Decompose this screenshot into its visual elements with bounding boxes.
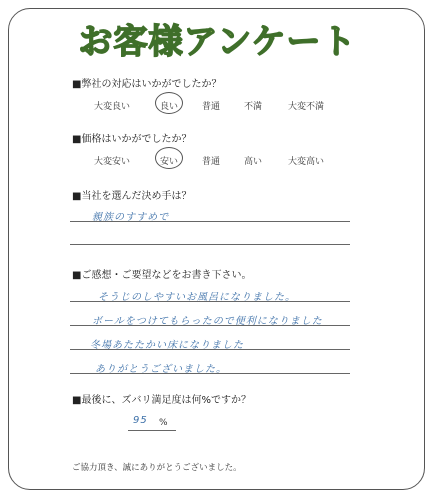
answer-line	[70, 221, 350, 222]
question-service: ■弊社の対応はいかがでしたか？	[72, 79, 222, 90]
question-comments: ■ご感想・ご要望などをお書き下さい。	[72, 270, 252, 281]
answer-line	[70, 373, 350, 374]
comment-line: ボールをつけてもらったので便利になりました	[92, 316, 323, 327]
service-option-normal[interactable]: 普通	[202, 102, 221, 112]
price-selected-circle	[155, 147, 183, 169]
price-option-normal[interactable]: 普通	[202, 157, 221, 167]
question-price: ■価格はいかがでしたか？	[72, 134, 192, 145]
deciding-factor-answer: 親族のすすめで	[92, 212, 170, 223]
price-option-very-cheap[interactable]: 大変安い	[94, 157, 131, 167]
satisfaction-value[interactable]: 95	[133, 415, 148, 426]
price-option-very-expensive[interactable]: 大変高い	[288, 157, 325, 167]
answer-line	[70, 244, 350, 245]
service-selected-circle	[155, 92, 183, 114]
comment-line: そうじのしやすいお風呂になりました。	[98, 292, 296, 303]
answer-line	[70, 325, 350, 326]
survey-title: お客様アンケート	[78, 22, 357, 62]
service-option-good[interactable]: 良い	[160, 102, 179, 112]
answer-line	[70, 349, 350, 350]
question-satisfaction: ■最後に、ズバリ満足度は何%ですか？	[72, 395, 251, 406]
service-option-dissatisfied[interactable]: 不満	[244, 102, 263, 112]
percent-unit: %	[159, 418, 168, 428]
question-deciding-factor: ■当社を選んだ決め手は？	[72, 191, 192, 202]
answer-line	[70, 301, 350, 302]
thank-you-footer: ご協力頂き、誠にありがとうございました。	[72, 463, 242, 473]
price-option-cheap[interactable]: 安い	[160, 157, 179, 167]
comment-line: 冬場あたたかい床になりました	[90, 340, 244, 351]
satisfaction-line	[128, 430, 176, 431]
price-option-expensive[interactable]: 高い	[244, 157, 263, 167]
comment-line: ありがとうございました。	[95, 364, 227, 375]
service-option-very-dissatisfied[interactable]: 大変不満	[288, 102, 325, 112]
service-option-very-good[interactable]: 大変良い	[94, 102, 131, 112]
